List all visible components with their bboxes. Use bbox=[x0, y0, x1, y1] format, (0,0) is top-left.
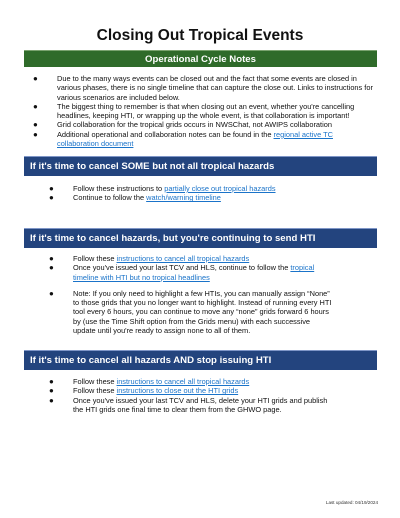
list-item: ● Grid collaboration for the tropical grids occurs in NWSChat, not AWIPS collaboration bbox=[33, 120, 332, 130]
list-item: ● Once you've issued your last TCV and HLS, continue to follow the tropical timeline with HTI but no tropical headlines bbox=[49, 263, 315, 282]
bullet-icon: ● bbox=[33, 74, 38, 83]
tropical-timeline-hti-link[interactable]: tropical timeline with HTI but no tropical headlines bbox=[73, 263, 315, 282]
bullet-icon: ● bbox=[49, 288, 54, 298]
cancel-all-hazards-link[interactable]: instructions to cancel all tropical hazards bbox=[116, 254, 250, 263]
list-item: ● Continue to follow the watch/warning timeline bbox=[49, 193, 221, 203]
cancel-all-list bbox=[49, 377, 334, 414]
list-item: ● Additional operational and collaboration notes can be found in the regional active TC collaboration document bbox=[33, 129, 333, 149]
operational-notes-list bbox=[33, 74, 373, 148]
partially-close-out-link[interactable]: partially close out tropical hazards bbox=[164, 184, 276, 193]
bullet-icon: ● bbox=[33, 129, 38, 139]
cancel-all-stop-hti-header: If it's time to cancel all hazards AND stop issuing HTI bbox=[24, 350, 377, 370]
cancel-some-list bbox=[49, 184, 369, 203]
list-item: ● Due to the many ways events can be closed out and the fact that some events are closed in various phases, there is no single timeline that can capture the close out. Links to instructions for various scenarios are included below. bbox=[33, 74, 373, 102]
list-item: ● Follow these instructions to cancel all tropical hazards bbox=[49, 254, 250, 263]
list-item: ● The biggest thing to remember is that when closing out an event, whether you're cancelling headlines, keeping HTI, or wrapping up the whole event, is that collaboration is important! bbox=[33, 101, 355, 121]
last-updated-footer: Last updated: 04/19/2024 bbox=[325, 500, 378, 505]
cancel-all-hazards-link[interactable]: instructions to cancel all tropical hazards bbox=[116, 377, 250, 386]
list-item: ● Note: If you only need to highlight a few HTIs, you can manually assign “None” to those grids that you no longer want to highlight. Instead of running every HTI tool every 6 hours, you can continue to move any “none” grids forward 6 hours by (use the Time Shift option from the Grids menu) with each successive update until you're ready to assign none to all of them. bbox=[49, 288, 332, 336]
bullet-icon: ● bbox=[49, 386, 54, 396]
bullet-icon: ● bbox=[33, 101, 38, 111]
bullet-icon: ● bbox=[49, 254, 54, 263]
list-item: ● Follow these instructions to partially close out tropical hazards bbox=[49, 184, 276, 193]
list-item: ● Follow these instructions to close out the HTI grids bbox=[49, 386, 239, 396]
bullet-icon: ● bbox=[49, 193, 54, 203]
operational-cycle-notes-header: Operational Cycle Notes bbox=[24, 50, 377, 67]
cancel-some-hazards-header: If it's time to cancel SOME but not all tropical hazards bbox=[24, 156, 377, 176]
bullet-icon: ● bbox=[33, 120, 38, 130]
watch-warning-timeline-link[interactable]: watch/warning timeline bbox=[146, 193, 221, 203]
bullet-icon: ● bbox=[49, 184, 54, 193]
continue-hti-list bbox=[49, 254, 334, 335]
page-title: Closing Out Tropical Events bbox=[96, 27, 304, 44]
bullet-icon: ● bbox=[49, 263, 54, 273]
continue-hti-header: If it's time to cancel hazards, but you're continuing to send HTI bbox=[24, 228, 377, 248]
list-item: ● Once you've issued your last TCV and HLS, delete your HTI grids and publish the HTI grids one final time to clear them from the GHWO page. bbox=[49, 395, 328, 414]
list-item: ● Follow these instructions to cancel all tropical hazards bbox=[49, 377, 250, 386]
bullet-icon: ● bbox=[49, 395, 54, 405]
collaboration-document-link[interactable]: regional active TC collaboration document bbox=[57, 129, 333, 149]
close-out-hti-grids-link[interactable]: instructions to close out the HTI grids bbox=[116, 386, 239, 396]
bullet-icon: ● bbox=[49, 377, 54, 386]
